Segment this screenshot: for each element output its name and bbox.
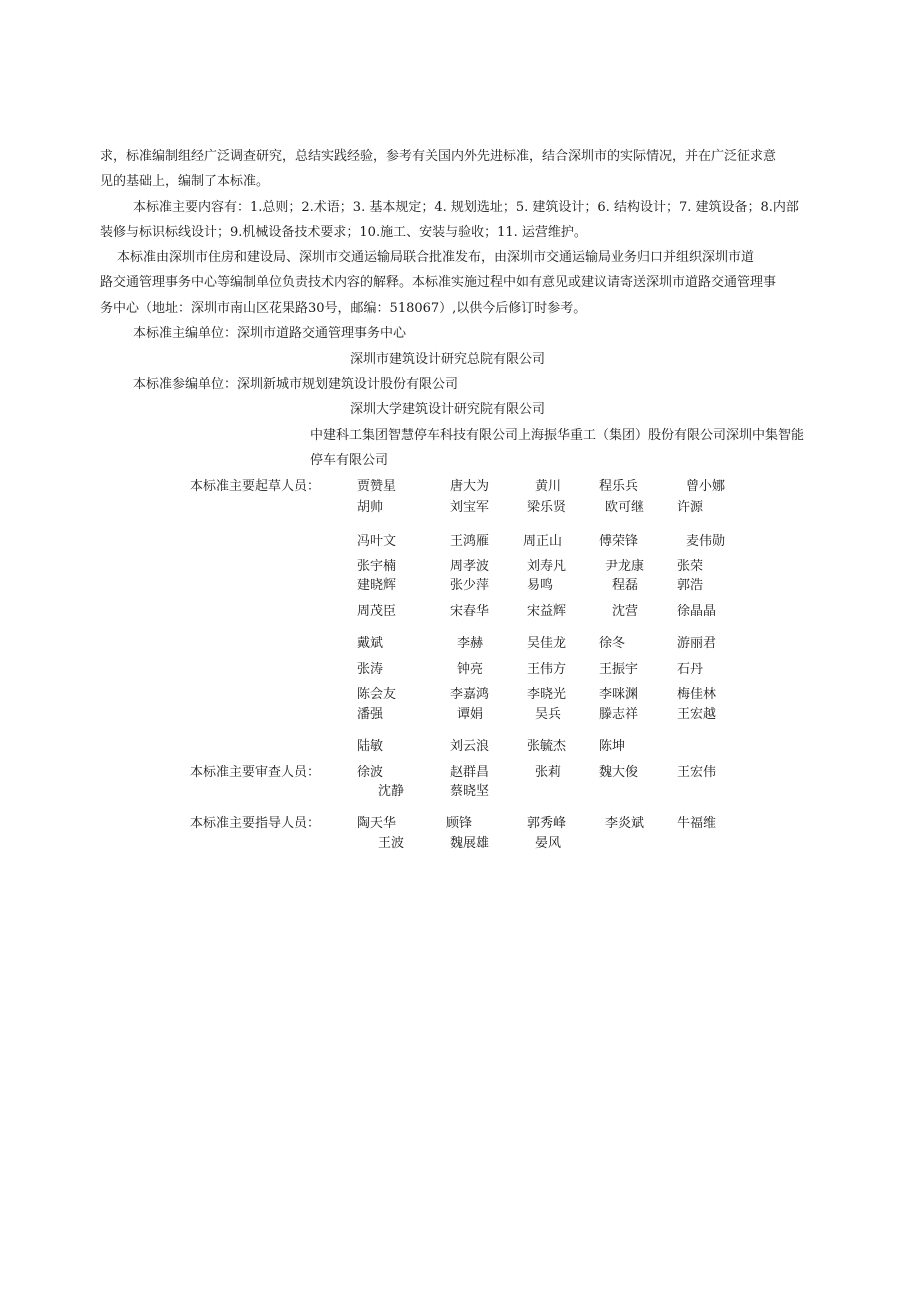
drafter-name: 陈坤	[599, 739, 626, 754]
advisors-label: 本标准主要指导人员：	[190, 816, 321, 831]
drafter-name: 曾小娜	[686, 479, 726, 494]
drafter-name: 麦伟勋	[686, 534, 726, 549]
drafter-name: 游丽君	[677, 636, 717, 651]
drafter-name: 谭娟	[457, 707, 484, 722]
advisor-name: 顾锋	[446, 816, 473, 831]
drafter-name: 欧可继	[605, 500, 645, 515]
intro-line-2: 见的基础上，编制了本标准。	[100, 174, 270, 189]
drafter-name: 李嘉鸿	[450, 687, 490, 702]
drafter-name: 梅佳林	[677, 687, 717, 702]
drafter-name: 张荣	[677, 559, 704, 574]
content-line-1: 本标准主要内容有：1.总则；2.术语；3. 基本规定；4. 规划选址；5. 建筑设计；6. 结构设计；7. 建筑设备；8.内部	[133, 200, 799, 215]
advisor-name: 晏风	[535, 836, 562, 851]
drafter-name: 沈营	[612, 604, 639, 619]
drafter-name: 周正山	[523, 534, 563, 549]
drafter-name: 许源	[677, 500, 704, 515]
drafter-name: 建晓辉	[357, 578, 397, 593]
drafter-name: 刘宝军	[450, 500, 490, 515]
participating-unit-other-1: 深圳大学建筑设计研究院有限公司	[350, 402, 546, 417]
publication-line-2: 路交通管理事务中心等编制单位负责技术内容的解释。本标准实施过程中如有意见或建议请寄送深圳市道路交通管理事	[100, 275, 777, 290]
chief-units-label: 本标准主编单位：深圳市道路交通管理事务中心	[133, 326, 407, 341]
drafter-name: 周茂臣	[357, 604, 397, 619]
drafter-name: 唐大为	[450, 479, 490, 494]
advisor-name: 郭秀峰	[527, 816, 567, 831]
drafter-name: 周孝波	[450, 559, 490, 574]
drafter-name: 胡帅	[357, 500, 384, 515]
drafter-name: 冯叶文	[357, 534, 397, 549]
drafter-name: 李赫	[457, 636, 484, 651]
drafter-name: 李晓光	[527, 687, 567, 702]
drafters-label: 本标准主要起草人员：	[190, 479, 321, 494]
drafter-name: 张宇楠	[357, 559, 397, 574]
reviewer-name: 赵群昌	[450, 765, 490, 780]
reviewers-label: 本标准主要审查人员：	[190, 765, 321, 780]
drafter-name: 李咪渊	[599, 687, 639, 702]
drafter-name: 尹龙康	[605, 559, 645, 574]
drafter-name: 徐冬	[599, 636, 626, 651]
drafter-name: 张少萍	[450, 578, 490, 593]
intro-line-1: 求，标准编制组经广泛调查研究，总结实践经验，参考有关国内外先进标准，结合深圳市的实际情况，并在广泛征求意	[100, 149, 777, 164]
drafter-name: 程磊	[612, 578, 639, 593]
reviewer-name: 王宏伟	[677, 765, 717, 780]
drafter-name: 滕志祥	[599, 707, 639, 722]
publication-line-3: 务中心（地址：深圳市南山区花果路30号，邮编：518067）,以供今后修订时参考。	[100, 301, 587, 316]
drafter-name: 宋益辉	[527, 604, 567, 619]
participating-unit-other-2: 中建科工集团智慧停车科技有限公司上海振华重工（集团）股份有限公司深圳中集智能	[310, 428, 805, 443]
drafter-name: 王鸿雁	[450, 534, 490, 549]
drafter-name: 张毓杰	[527, 739, 567, 754]
drafter-name: 傅荣锋	[599, 534, 639, 549]
drafter-name: 王伟方	[527, 662, 567, 677]
advisor-name: 魏展雄	[450, 836, 490, 851]
participating-unit-other-3: 停车有限公司	[310, 453, 389, 468]
reviewer-name: 蔡晓坚	[450, 784, 490, 799]
drafter-name: 吴兵	[535, 707, 562, 722]
drafter-name: 刘寿凡	[527, 559, 567, 574]
drafter-name: 王宏越	[677, 707, 717, 722]
drafter-name: 石丹	[677, 662, 704, 677]
drafter-name: 程乐兵	[599, 479, 639, 494]
advisor-name: 王波	[378, 836, 405, 851]
drafter-name: 钟亮	[457, 662, 484, 677]
advisor-name: 牛福维	[677, 816, 717, 831]
drafter-name: 宋春华	[450, 604, 490, 619]
reviewer-name: 沈静	[378, 784, 405, 799]
drafter-name: 戴斌	[357, 636, 384, 651]
drafter-name: 吴佳龙	[527, 636, 567, 651]
drafter-name: 梁乐贤	[527, 500, 567, 515]
reviewer-name: 张莉	[535, 765, 562, 780]
drafter-name: 黄川	[535, 479, 562, 494]
drafter-name: 徐晶晶	[677, 604, 717, 619]
drafter-name: 郭浩	[677, 578, 704, 593]
publication-line-1: 本标准由深圳市住房和建设局、深圳市交通运输局联合批准发布，由深圳市交通运输局业务归口并组织深圳市道	[117, 250, 755, 265]
drafter-name: 刘云浪	[450, 739, 490, 754]
drafter-name: 张涛	[357, 662, 384, 677]
content-line-2: 装修与标识标线设计；9.机械设备技术要求；10.施工、安装与验收；11. 运营维护。	[100, 225, 587, 240]
drafter-name: 贾赞星	[357, 479, 397, 494]
advisor-name: 李炎斌	[605, 816, 645, 831]
reviewer-name: 魏大俊	[599, 765, 639, 780]
drafter-name: 王振宇	[599, 662, 639, 677]
advisor-name: 陶天华	[357, 816, 397, 831]
drafter-name: 潘强	[357, 707, 384, 722]
participating-units-label: 本标准参编单位：深圳新城市规划建筑设计股份有限公司	[133, 377, 459, 392]
drafter-name: 易鸣	[527, 578, 554, 593]
reviewer-name: 徐波	[357, 765, 384, 780]
drafter-name: 陆敏	[357, 739, 384, 754]
chief-unit-other: 深圳市建筑设计研究总院有限公司	[350, 352, 546, 367]
drafter-name: 陈会友	[357, 687, 397, 702]
